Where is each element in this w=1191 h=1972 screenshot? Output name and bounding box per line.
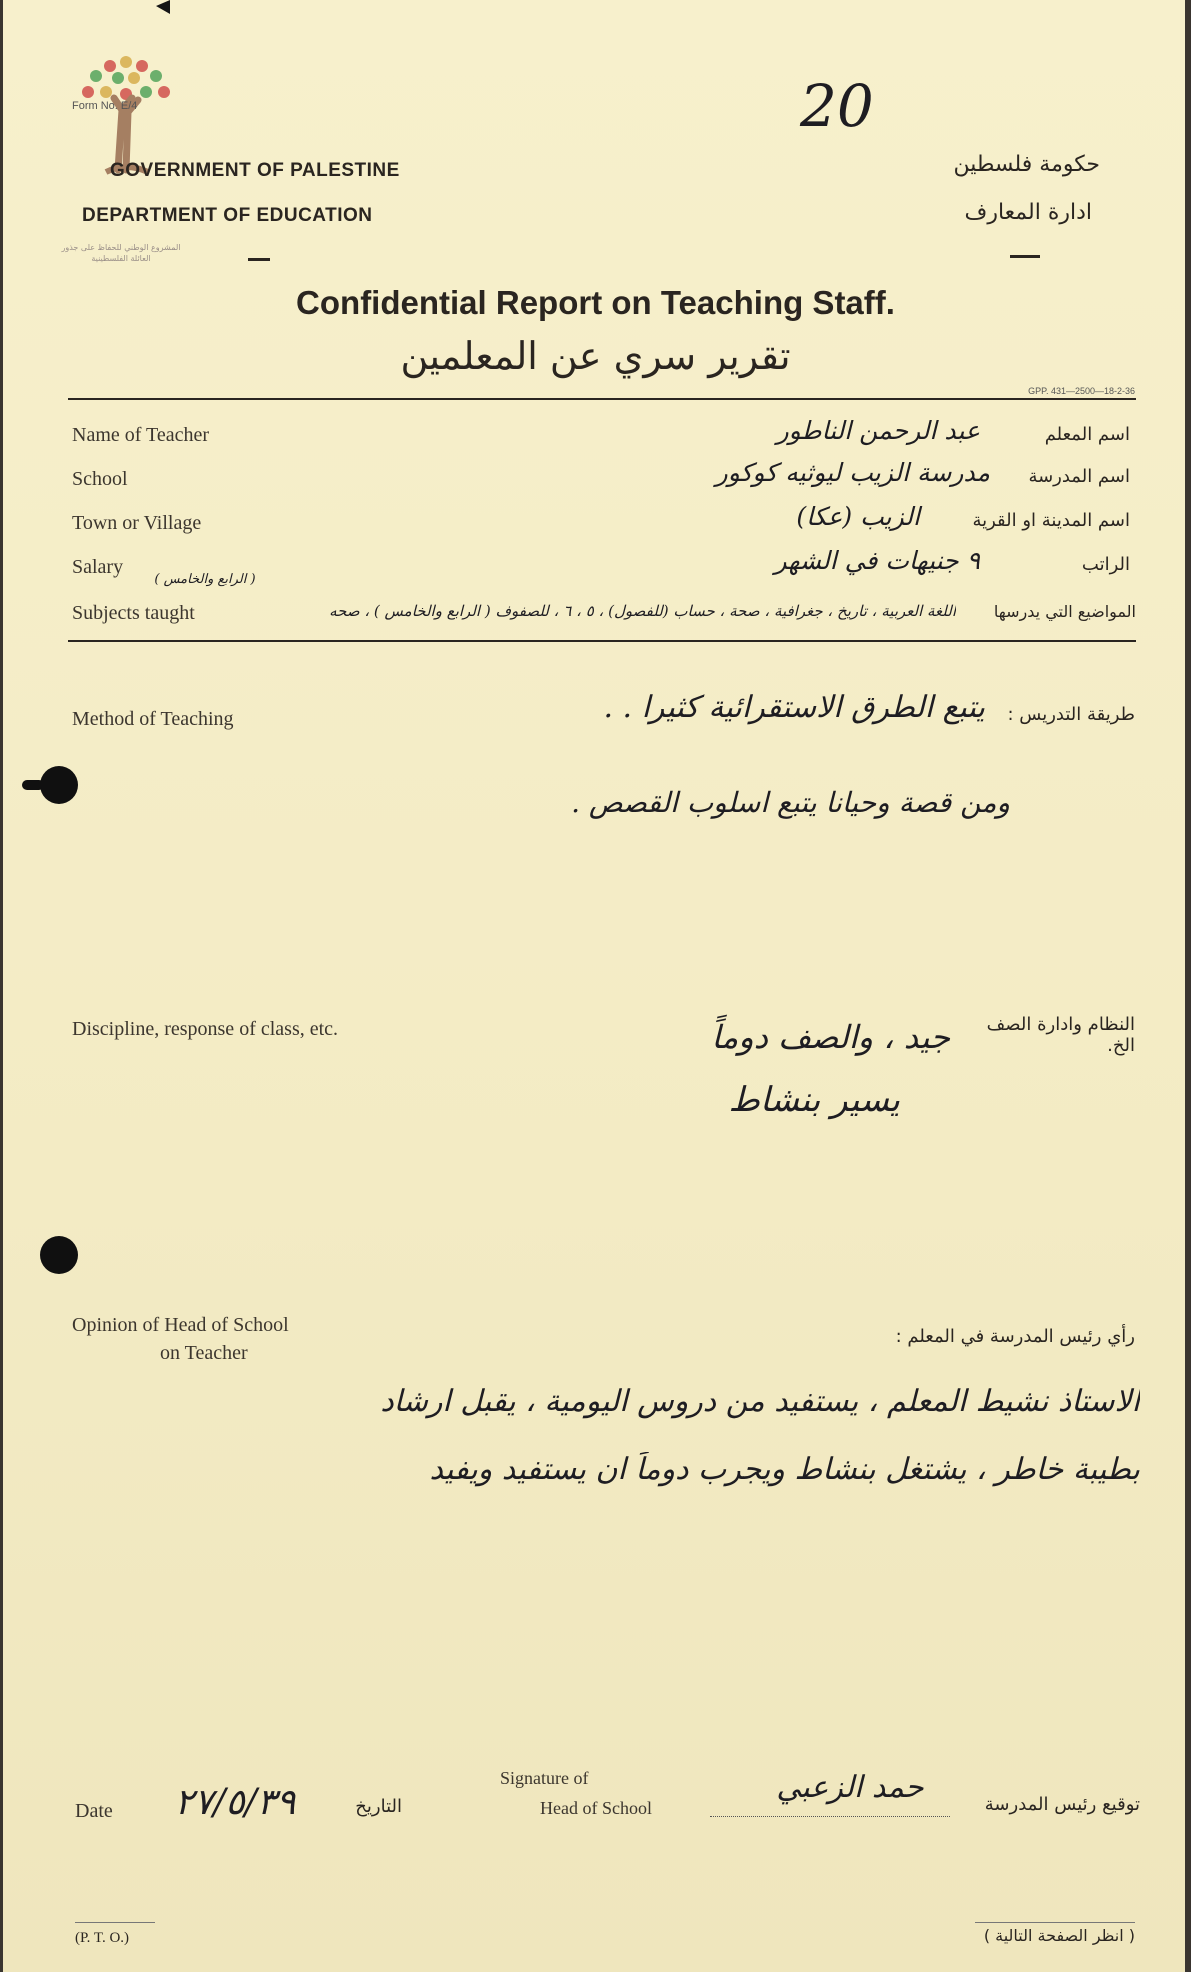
punch-hole-lower — [40, 1236, 78, 1274]
subjects-note: ( الرابع والخامس ) — [154, 572, 256, 587]
header-dash-right — [1010, 255, 1040, 258]
date-label-en: Date — [75, 1800, 113, 1822]
form-number: Form No. E/4 — [72, 100, 138, 112]
opinion-label-en-2: on Teacher — [160, 1342, 248, 1364]
method-label-en: Method of Teaching — [72, 708, 234, 730]
government-en: GOVERNMENT OF PALESTINE — [110, 160, 400, 181]
subjects-label-en: Subjects taught — [72, 602, 195, 624]
town-value: الزيب (عكا) — [796, 502, 920, 531]
department-ar: ادارة المعارف — [964, 200, 1092, 225]
town-label-ar: اسم المدينة او القرية — [972, 510, 1130, 531]
report-title-ar: تقرير سري عن المعلمين — [400, 334, 791, 378]
watermark-caption: المشروع الوطني للحفاظ على جذور العائلة الفلسطينية — [61, 243, 181, 263]
print-code: GPP. 431—2500—18-2-36 — [1028, 386, 1135, 396]
discipline-line-2: يسير بنشاط — [728, 1080, 900, 1120]
date-label-ar: التاريخ — [355, 1796, 402, 1817]
government-ar: حكومة فلسطين — [953, 152, 1100, 177]
department-en: DEPARTMENT OF EDUCATION — [82, 205, 373, 226]
opinion-line-1: الاستاذ نشيط المعلم ، يستفيد من دروس اليومية ، يقبل ارشاد — [380, 1384, 1140, 1419]
discipline-line-1: جيد ، والصف دوماً — [711, 1018, 950, 1056]
punch-hole-upper — [40, 766, 78, 804]
title-rule — [68, 398, 1136, 400]
method-line-2: ومن قصة وحيانا يتبع اسلوب القصص . — [571, 786, 1010, 819]
head-signature: حمد الزعبي — [776, 1770, 924, 1805]
opinion-label-en-1: Opinion of Head of School — [72, 1314, 289, 1336]
salary-label-ar: الراتب — [1081, 554, 1130, 575]
header-dash-left — [248, 258, 270, 261]
discipline-label-ar: النظام وادارة الصف الخ. — [986, 1014, 1135, 1056]
method-label-ar: طريقة التدريس : — [1007, 704, 1135, 725]
page-number: 20 — [800, 72, 874, 140]
subjects-label-ar: المواضيع التي يدرسها — [993, 602, 1136, 621]
signature-line — [710, 1816, 950, 1817]
punch-hole-upper-tail — [22, 780, 44, 790]
signature-label-en-2: Head of School — [540, 1798, 652, 1818]
report-title-en: Confidential Report on Teaching Staff. — [296, 284, 895, 321]
school-label-ar: اسم المدرسة — [1028, 466, 1130, 487]
date-value: ٢٧/٥/٣٩ — [174, 1782, 296, 1823]
signature-label-en-1: Signature of — [500, 1768, 589, 1788]
pto-ar: ( انظر الصفحة التالية ) — [983, 1926, 1135, 1945]
name-label-ar: اسم المعلم — [1044, 424, 1130, 445]
name-label-en: Name of Teacher — [72, 424, 210, 446]
opinion-line-2: بطيبة خاطر ، يشتغل بنشاط ويجرب دوماً ان يستفيد ويفيد — [429, 1452, 1140, 1487]
salary-label-en: Salary — [72, 556, 124, 578]
pto-rule-left — [75, 1922, 155, 1923]
discipline-label-en: Discipline, response of class, etc. — [72, 1018, 339, 1040]
signature-label-ar: توقيع رئيس المدرسة — [984, 1794, 1140, 1815]
opinion-label-ar: رأي رئيس المدرسة في المعلم : — [895, 1326, 1135, 1347]
pto-rule-right — [975, 1922, 1135, 1923]
salary-value: ٩ جنيهات في الشهر — [774, 546, 980, 575]
corner-mark-icon — [154, 0, 174, 18]
method-line-1: يتبع الطرق الاستقرائية كثيرا . . — [603, 690, 985, 725]
school-label-en: School — [72, 468, 128, 490]
town-label-en: Town or Village — [72, 512, 202, 534]
school-value: مدرسة الزيب ليوثيه كوكور — [715, 458, 990, 487]
fields-rule — [68, 640, 1136, 642]
pto-en: (P. T. O.) — [75, 1930, 130, 1946]
subjects-value: اللغة العربية ، تاريخ ، جغرافية ، صحة ، حساب (للفصول) ، ٥ ، ٦ ، للصفوف ( الرابع والخامس ) ، صحه — [329, 602, 956, 620]
name-value: عبد الرحمن الناطور — [776, 416, 980, 445]
